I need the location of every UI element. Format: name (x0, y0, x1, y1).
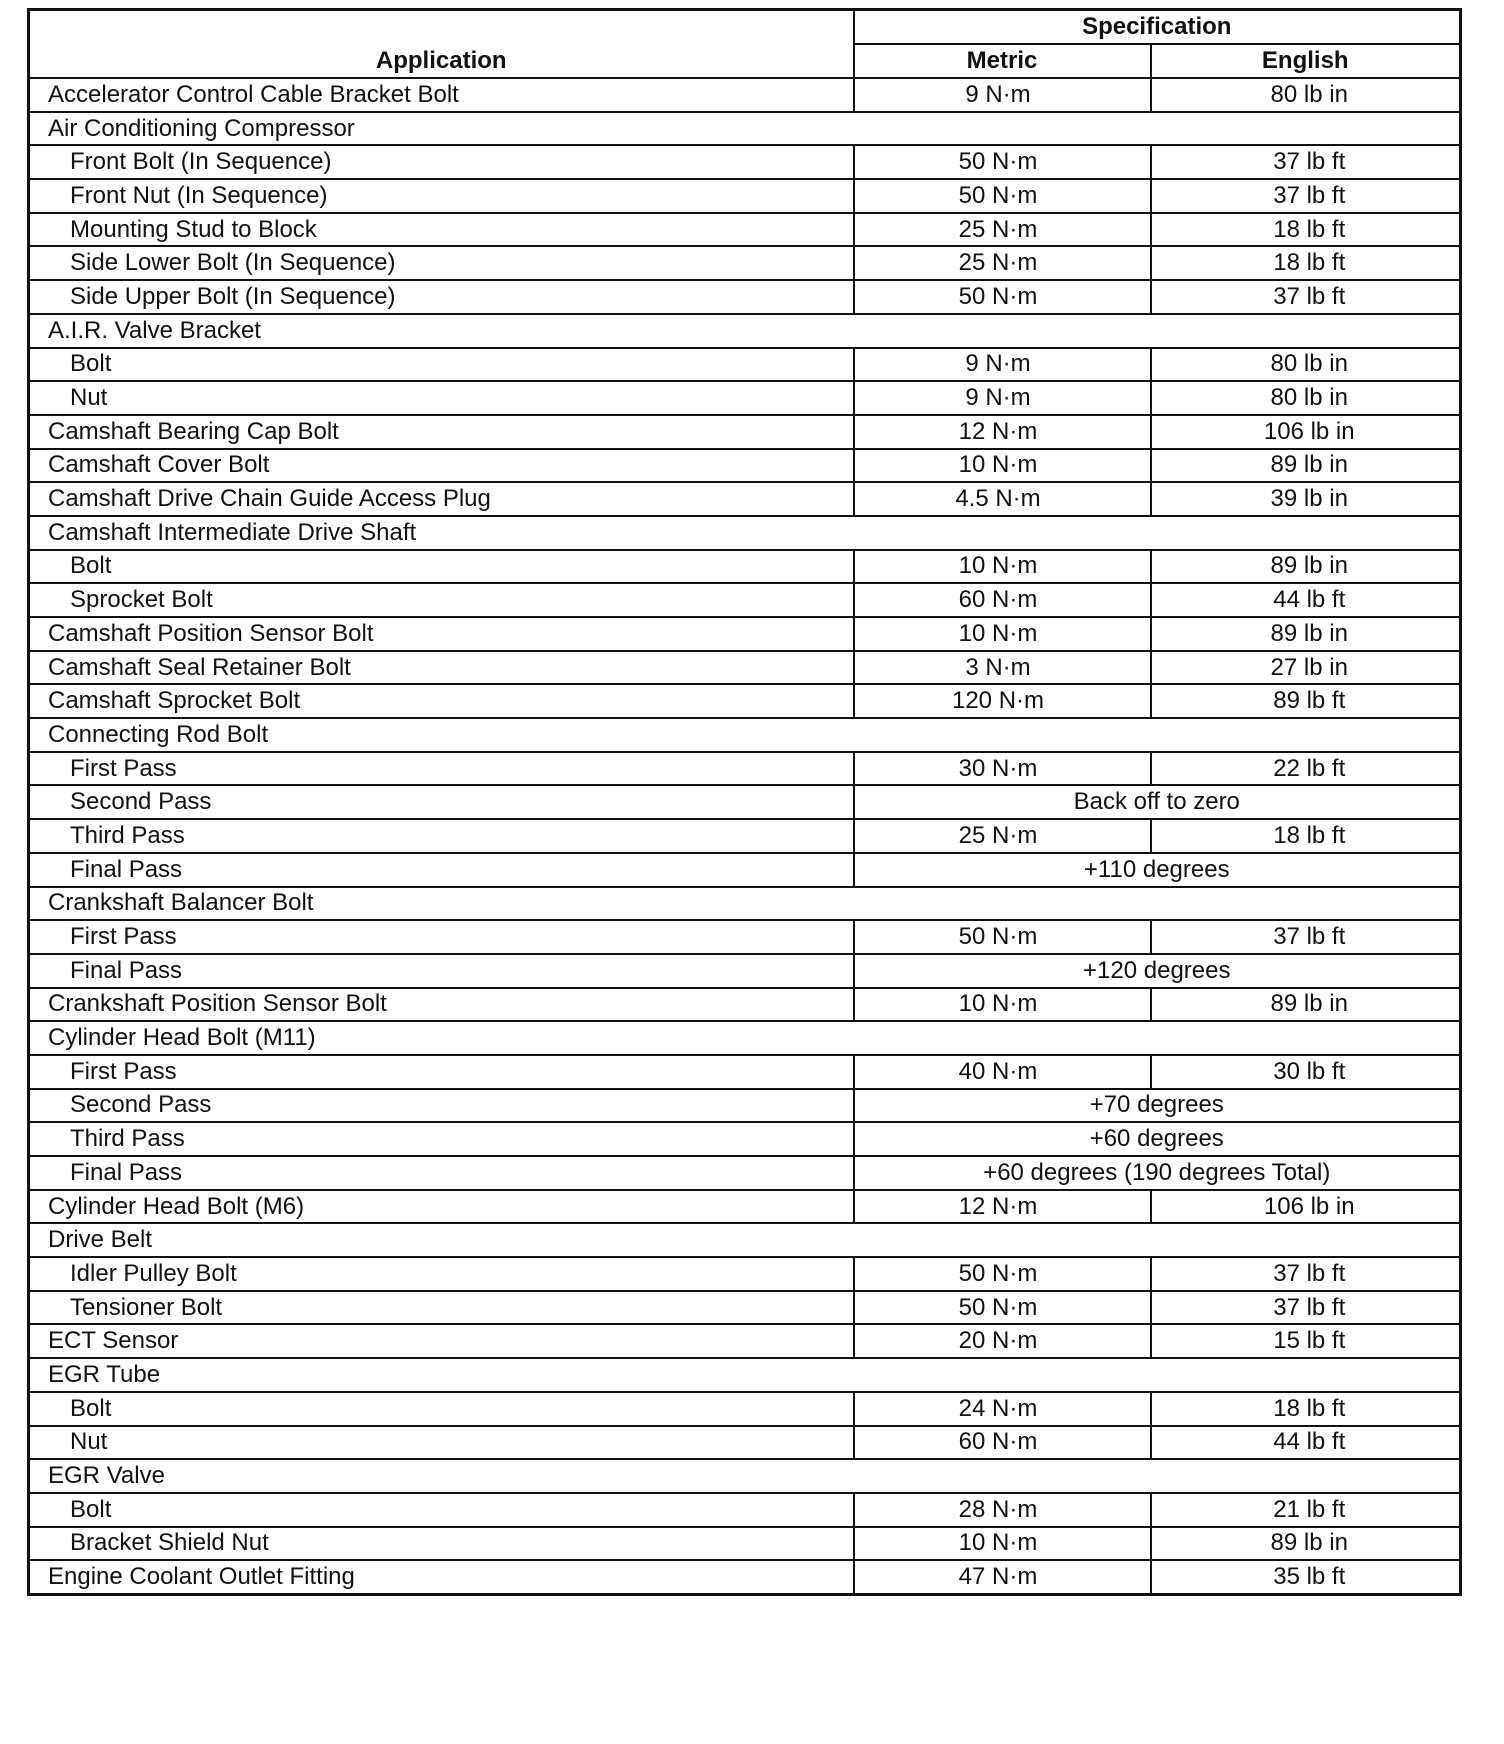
specification-cell: +110 degrees (854, 853, 1461, 887)
table-row (29, 819, 1461, 853)
application-cell: Crankshaft Position Sensor Bolt (29, 988, 854, 1022)
table-row (29, 213, 1461, 247)
english-value-cell: 18 lb ft (1151, 213, 1461, 247)
specification-cell: +70 degrees (854, 1089, 1461, 1123)
metric-value-cell: 9 N·m (854, 381, 1151, 415)
metric-value-cell: 12 N·m (854, 1190, 1151, 1224)
table-row (29, 988, 1461, 1022)
metric-value-cell: 20 N·m (854, 1324, 1151, 1358)
group-label: Drive Belt (29, 1223, 1461, 1257)
english-column-header: English (1151, 44, 1461, 78)
application-cell: Side Upper Bolt (In Sequence) (29, 280, 854, 314)
table-row (29, 1055, 1461, 1089)
metric-value-cell: 60 N·m (854, 583, 1151, 617)
group-label: Crankshaft Balancer Bolt (29, 887, 1461, 921)
english-value-cell: 37 lb ft (1151, 1291, 1461, 1325)
table-row (29, 920, 1461, 954)
application-column-header: Application (29, 10, 854, 79)
application-cell: Camshaft Sprocket Bolt (29, 684, 854, 718)
metric-value-cell: 10 N·m (854, 988, 1151, 1022)
application-cell: Final Pass (29, 954, 854, 988)
application-cell: Camshaft Bearing Cap Bolt (29, 415, 854, 449)
metric-value-cell: 10 N·m (854, 1527, 1151, 1561)
application-cell: Second Pass (29, 785, 854, 819)
application-cell: Sprocket Bolt (29, 583, 854, 617)
group-label: EGR Tube (29, 1358, 1461, 1392)
metric-value-cell: 50 N·m (854, 920, 1151, 954)
metric-value-cell: 25 N·m (854, 819, 1151, 853)
application-cell: Camshaft Position Sensor Bolt (29, 617, 854, 651)
metric-column-header: Metric (854, 44, 1151, 78)
english-value-cell: 89 lb in (1151, 988, 1461, 1022)
application-cell: First Pass (29, 752, 854, 786)
metric-value-cell: 10 N·m (854, 449, 1151, 483)
table-row (29, 684, 1461, 718)
metric-value-cell: 10 N·m (854, 617, 1151, 651)
specification-column-header: Specification (854, 10, 1461, 45)
english-value-cell: 27 lb in (1151, 651, 1461, 685)
metric-value-cell: 50 N·m (854, 1291, 1151, 1325)
table-row (29, 1089, 1461, 1123)
table-group-row (29, 1021, 1461, 1055)
application-cell: Final Pass (29, 853, 854, 887)
table-row (29, 1190, 1461, 1224)
table-row (29, 381, 1461, 415)
table-row (29, 1122, 1461, 1156)
table-row (29, 1291, 1461, 1325)
metric-value-cell: 9 N·m (854, 78, 1151, 112)
table-row (29, 651, 1461, 685)
english-value-cell: 37 lb ft (1151, 920, 1461, 954)
metric-value-cell: 50 N·m (854, 179, 1151, 213)
application-cell: Camshaft Cover Bolt (29, 449, 854, 483)
english-value-cell: 18 lb ft (1151, 819, 1461, 853)
english-value-cell: 44 lb ft (1151, 1426, 1461, 1460)
table-row (29, 785, 1461, 819)
english-value-cell: 89 lb in (1151, 617, 1461, 651)
table-group-row (29, 1459, 1461, 1493)
table-row (29, 954, 1461, 988)
metric-value-cell: 30 N·m (854, 752, 1151, 786)
table-group-row (29, 1358, 1461, 1392)
table-row (29, 583, 1461, 617)
english-value-cell: 37 lb ft (1151, 179, 1461, 213)
english-value-cell: 37 lb ft (1151, 145, 1461, 179)
english-value-cell: 106 lb in (1151, 1190, 1461, 1224)
group-label: Connecting Rod Bolt (29, 718, 1461, 752)
table-row (29, 1493, 1461, 1527)
table-row (29, 78, 1461, 112)
english-value-cell: 39 lb in (1151, 482, 1461, 516)
metric-value-cell: 50 N·m (854, 280, 1151, 314)
english-value-cell: 89 lb in (1151, 550, 1461, 584)
specification-cell: +60 degrees (854, 1122, 1461, 1156)
application-cell: Second Pass (29, 1089, 854, 1123)
metric-value-cell: 50 N·m (854, 145, 1151, 179)
application-cell: Bracket Shield Nut (29, 1527, 854, 1561)
table-row (29, 1426, 1461, 1460)
table-row (29, 617, 1461, 651)
application-cell: Bolt (29, 348, 854, 382)
group-label: Air Conditioning Compressor (29, 112, 1461, 146)
application-cell: Bolt (29, 550, 854, 584)
table-row (29, 280, 1461, 314)
english-value-cell: 80 lb in (1151, 381, 1461, 415)
metric-value-cell: 4.5 N·m (854, 482, 1151, 516)
english-value-cell: 80 lb in (1151, 348, 1461, 382)
table-row (29, 752, 1461, 786)
group-label: EGR Valve (29, 1459, 1461, 1493)
metric-value-cell: 12 N·m (854, 415, 1151, 449)
metric-value-cell: 25 N·m (854, 213, 1151, 247)
english-value-cell: 18 lb ft (1151, 246, 1461, 280)
table-row (29, 348, 1461, 382)
table-row (29, 1156, 1461, 1190)
table-group-row (29, 112, 1461, 146)
application-cell: Bolt (29, 1392, 854, 1426)
english-value-cell: 22 lb ft (1151, 752, 1461, 786)
table-row (29, 1324, 1461, 1358)
table-group-row (29, 516, 1461, 550)
english-value-cell: 44 lb ft (1151, 583, 1461, 617)
table-row (29, 482, 1461, 516)
english-value-cell: 21 lb ft (1151, 1493, 1461, 1527)
application-cell: Nut (29, 381, 854, 415)
english-value-cell: 15 lb ft (1151, 1324, 1461, 1358)
group-label: A.I.R. Valve Bracket (29, 314, 1461, 348)
specification-cell: Back off to zero (854, 785, 1461, 819)
table-row (29, 550, 1461, 584)
english-value-cell: 30 lb ft (1151, 1055, 1461, 1089)
table-row (29, 1257, 1461, 1291)
metric-value-cell: 3 N·m (854, 651, 1151, 685)
english-value-cell: 80 lb in (1151, 78, 1461, 112)
english-value-cell: 89 lb in (1151, 449, 1461, 483)
table-row (29, 145, 1461, 179)
metric-value-cell: 24 N·m (854, 1392, 1151, 1426)
table-group-row (29, 718, 1461, 752)
english-value-cell: 37 lb ft (1151, 280, 1461, 314)
metric-value-cell: 28 N·m (854, 1493, 1151, 1527)
application-cell: First Pass (29, 1055, 854, 1089)
application-cell: ECT Sensor (29, 1324, 854, 1358)
application-cell: Camshaft Drive Chain Guide Access Plug (29, 482, 854, 516)
table-row (29, 1527, 1461, 1561)
table-row (29, 1392, 1461, 1426)
table-row (29, 449, 1461, 483)
metric-value-cell: 40 N·m (854, 1055, 1151, 1089)
application-cell: Camshaft Seal Retainer Bolt (29, 651, 854, 685)
table-row (29, 415, 1461, 449)
group-label: Cylinder Head Bolt (M11) (29, 1021, 1461, 1055)
english-value-cell: 89 lb in (1151, 1527, 1461, 1561)
application-cell: First Pass (29, 920, 854, 954)
application-cell: Third Pass (29, 1122, 854, 1156)
application-cell: Front Bolt (In Sequence) (29, 145, 854, 179)
english-value-cell: 35 lb ft (1151, 1560, 1461, 1594)
header-row-top (29, 10, 1461, 45)
metric-value-cell: 50 N·m (854, 1257, 1151, 1291)
metric-value-cell: 9 N·m (854, 348, 1151, 382)
table-group-row (29, 1223, 1461, 1257)
application-cell: Third Pass (29, 819, 854, 853)
application-cell: Engine Coolant Outlet Fitting (29, 1560, 854, 1594)
table-group-row (29, 314, 1461, 348)
torque-specification-table (27, 8, 1462, 1596)
table-group-row (29, 887, 1461, 921)
table-row (29, 246, 1461, 280)
application-cell: Front Nut (In Sequence) (29, 179, 854, 213)
english-value-cell: 106 lb in (1151, 415, 1461, 449)
english-value-cell: 89 lb ft (1151, 684, 1461, 718)
application-cell: Final Pass (29, 1156, 854, 1190)
table-body (29, 78, 1461, 1594)
application-cell: Tensioner Bolt (29, 1291, 854, 1325)
specification-cell: +60 degrees (190 degrees Total) (854, 1156, 1461, 1190)
english-value-cell: 18 lb ft (1151, 1392, 1461, 1426)
table-header (29, 10, 1461, 79)
group-label: Camshaft Intermediate Drive Shaft (29, 516, 1461, 550)
metric-value-cell: 47 N·m (854, 1560, 1151, 1594)
metric-value-cell: 120 N·m (854, 684, 1151, 718)
table-row (29, 853, 1461, 887)
table-row (29, 1560, 1461, 1594)
application-cell: Cylinder Head Bolt (M6) (29, 1190, 854, 1224)
application-cell: Idler Pulley Bolt (29, 1257, 854, 1291)
metric-value-cell: 10 N·m (854, 550, 1151, 584)
application-cell: Nut (29, 1426, 854, 1460)
application-cell: Bolt (29, 1493, 854, 1527)
metric-value-cell: 25 N·m (854, 246, 1151, 280)
application-cell: Side Lower Bolt (In Sequence) (29, 246, 854, 280)
application-cell: Accelerator Control Cable Bracket Bolt (29, 78, 854, 112)
application-cell: Mounting Stud to Block (29, 213, 854, 247)
specification-cell: +120 degrees (854, 954, 1461, 988)
table-row (29, 179, 1461, 213)
metric-value-cell: 60 N·m (854, 1426, 1151, 1460)
english-value-cell: 37 lb ft (1151, 1257, 1461, 1291)
